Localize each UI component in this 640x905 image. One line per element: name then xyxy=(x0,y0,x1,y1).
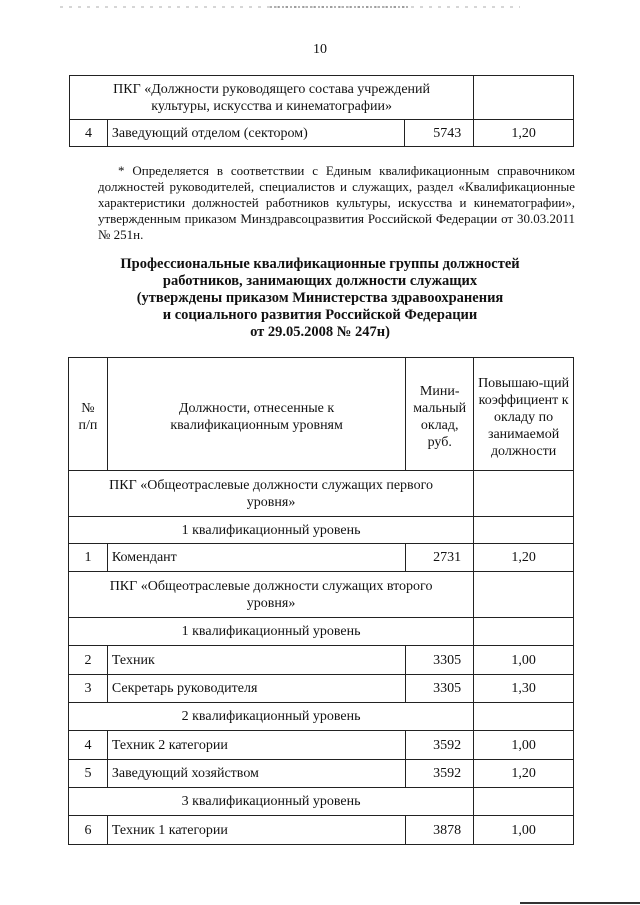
empty-cell xyxy=(474,76,574,120)
salary: 3305 xyxy=(406,646,474,675)
title-line: работников, занимающих должности служащих xyxy=(162,273,478,289)
header-salary: Мини-мальный оклад, руб. xyxy=(406,358,474,471)
salary: 3592 xyxy=(406,731,474,760)
position-name: Заведующий отделом (сектором) xyxy=(107,120,404,147)
row-number: 4 xyxy=(69,731,108,760)
level-row xyxy=(69,788,574,816)
group-row xyxy=(69,471,574,517)
level-title: 3 квалификационный уровень xyxy=(69,788,474,816)
table-row xyxy=(69,731,574,760)
empty-cell xyxy=(474,703,574,731)
footnote: * Определяется в соответствии с Единым квалификационным справочником должностей руководителей, специалистов и служащих, раздел «Квалификационные характеристики должностей работников культуры, искусства и кинематографии», утвержденным приказом Минздравсоцразвития Российской Федерации от 30.03.2011 № 251н. xyxy=(98,163,575,242)
salary: 3305 xyxy=(406,675,474,703)
coefficient: 1,30 xyxy=(474,675,574,703)
level-title: 1 квалификационный уровень xyxy=(69,618,474,646)
empty-cell xyxy=(474,788,574,816)
row-number: 1 xyxy=(69,544,108,572)
top-table xyxy=(69,75,574,147)
coefficient: 1,00 xyxy=(474,646,574,675)
salary: 2731 xyxy=(406,544,474,572)
main-table xyxy=(68,357,574,845)
position-name: Комендант xyxy=(107,544,405,572)
level-row xyxy=(69,618,574,646)
table-row xyxy=(69,544,574,572)
salary: 3878 xyxy=(406,816,474,845)
table-row xyxy=(69,816,574,845)
coefficient: 1,00 xyxy=(474,731,574,760)
group-row xyxy=(70,76,574,120)
header-row xyxy=(69,358,574,471)
position-name: Техник 2 категории xyxy=(107,731,405,760)
group-title: ПКГ «Общеотраслевые должности служащих второго уровня» xyxy=(69,572,474,618)
scan-edge xyxy=(520,902,640,904)
table-row xyxy=(69,646,574,675)
group-row xyxy=(69,572,574,618)
section-title xyxy=(0,256,640,341)
header-coef: Повышаю-щий коэффициент к окладу по занимаемой должности xyxy=(474,358,574,471)
position-name: Заведующий хозяйством xyxy=(107,760,405,788)
row-number: 5 xyxy=(69,760,108,788)
coefficient: 1,20 xyxy=(474,760,574,788)
title-line: от 29.05.2008 № 247н) xyxy=(250,324,390,340)
position-name: Техник xyxy=(107,646,405,675)
coefficient: 1,00 xyxy=(474,816,574,845)
salary: 3592 xyxy=(406,760,474,788)
position-name: Секретарь руководителя xyxy=(107,675,405,703)
position-name: Техник 1 категории xyxy=(107,816,405,845)
empty-cell xyxy=(474,618,574,646)
table-row xyxy=(70,120,574,147)
level-title: 1 квалификационный уровень xyxy=(69,517,474,544)
title-line: Профессиональные квалификационные группы должностей xyxy=(120,256,520,272)
coefficient: 1,20 xyxy=(474,544,574,572)
row-number: 6 xyxy=(69,816,108,845)
level-row xyxy=(69,517,574,544)
level-row xyxy=(69,703,574,731)
title-line: и социального развития Российской Федерации xyxy=(162,307,478,323)
group-title: ПКГ «Должности руководящего состава учреждений культуры, искусства и кинематографии» xyxy=(70,76,474,120)
row-number: 4 xyxy=(70,120,108,147)
level-title: 2 квалификационный уровень xyxy=(69,703,474,731)
header-num: № п/п xyxy=(69,358,108,471)
coefficient: 1,20 xyxy=(474,120,574,147)
empty-cell xyxy=(474,471,574,517)
empty-cell xyxy=(474,572,574,618)
title-line: (утверждены приказом Министерства здравоохранения xyxy=(136,290,504,306)
header-name: Должности, отнесенные к квалификационным уровням xyxy=(107,358,405,471)
table-row xyxy=(69,760,574,788)
scan-artifact xyxy=(270,6,410,8)
empty-cell xyxy=(474,517,574,544)
table-row xyxy=(69,675,574,703)
group-title: ПКГ «Общеотраслевые должности служащих первого уровня» xyxy=(69,471,474,517)
page-number: 10 xyxy=(313,42,327,57)
salary: 5743 xyxy=(405,120,474,147)
row-number: 3 xyxy=(69,675,108,703)
row-number: 2 xyxy=(69,646,108,675)
